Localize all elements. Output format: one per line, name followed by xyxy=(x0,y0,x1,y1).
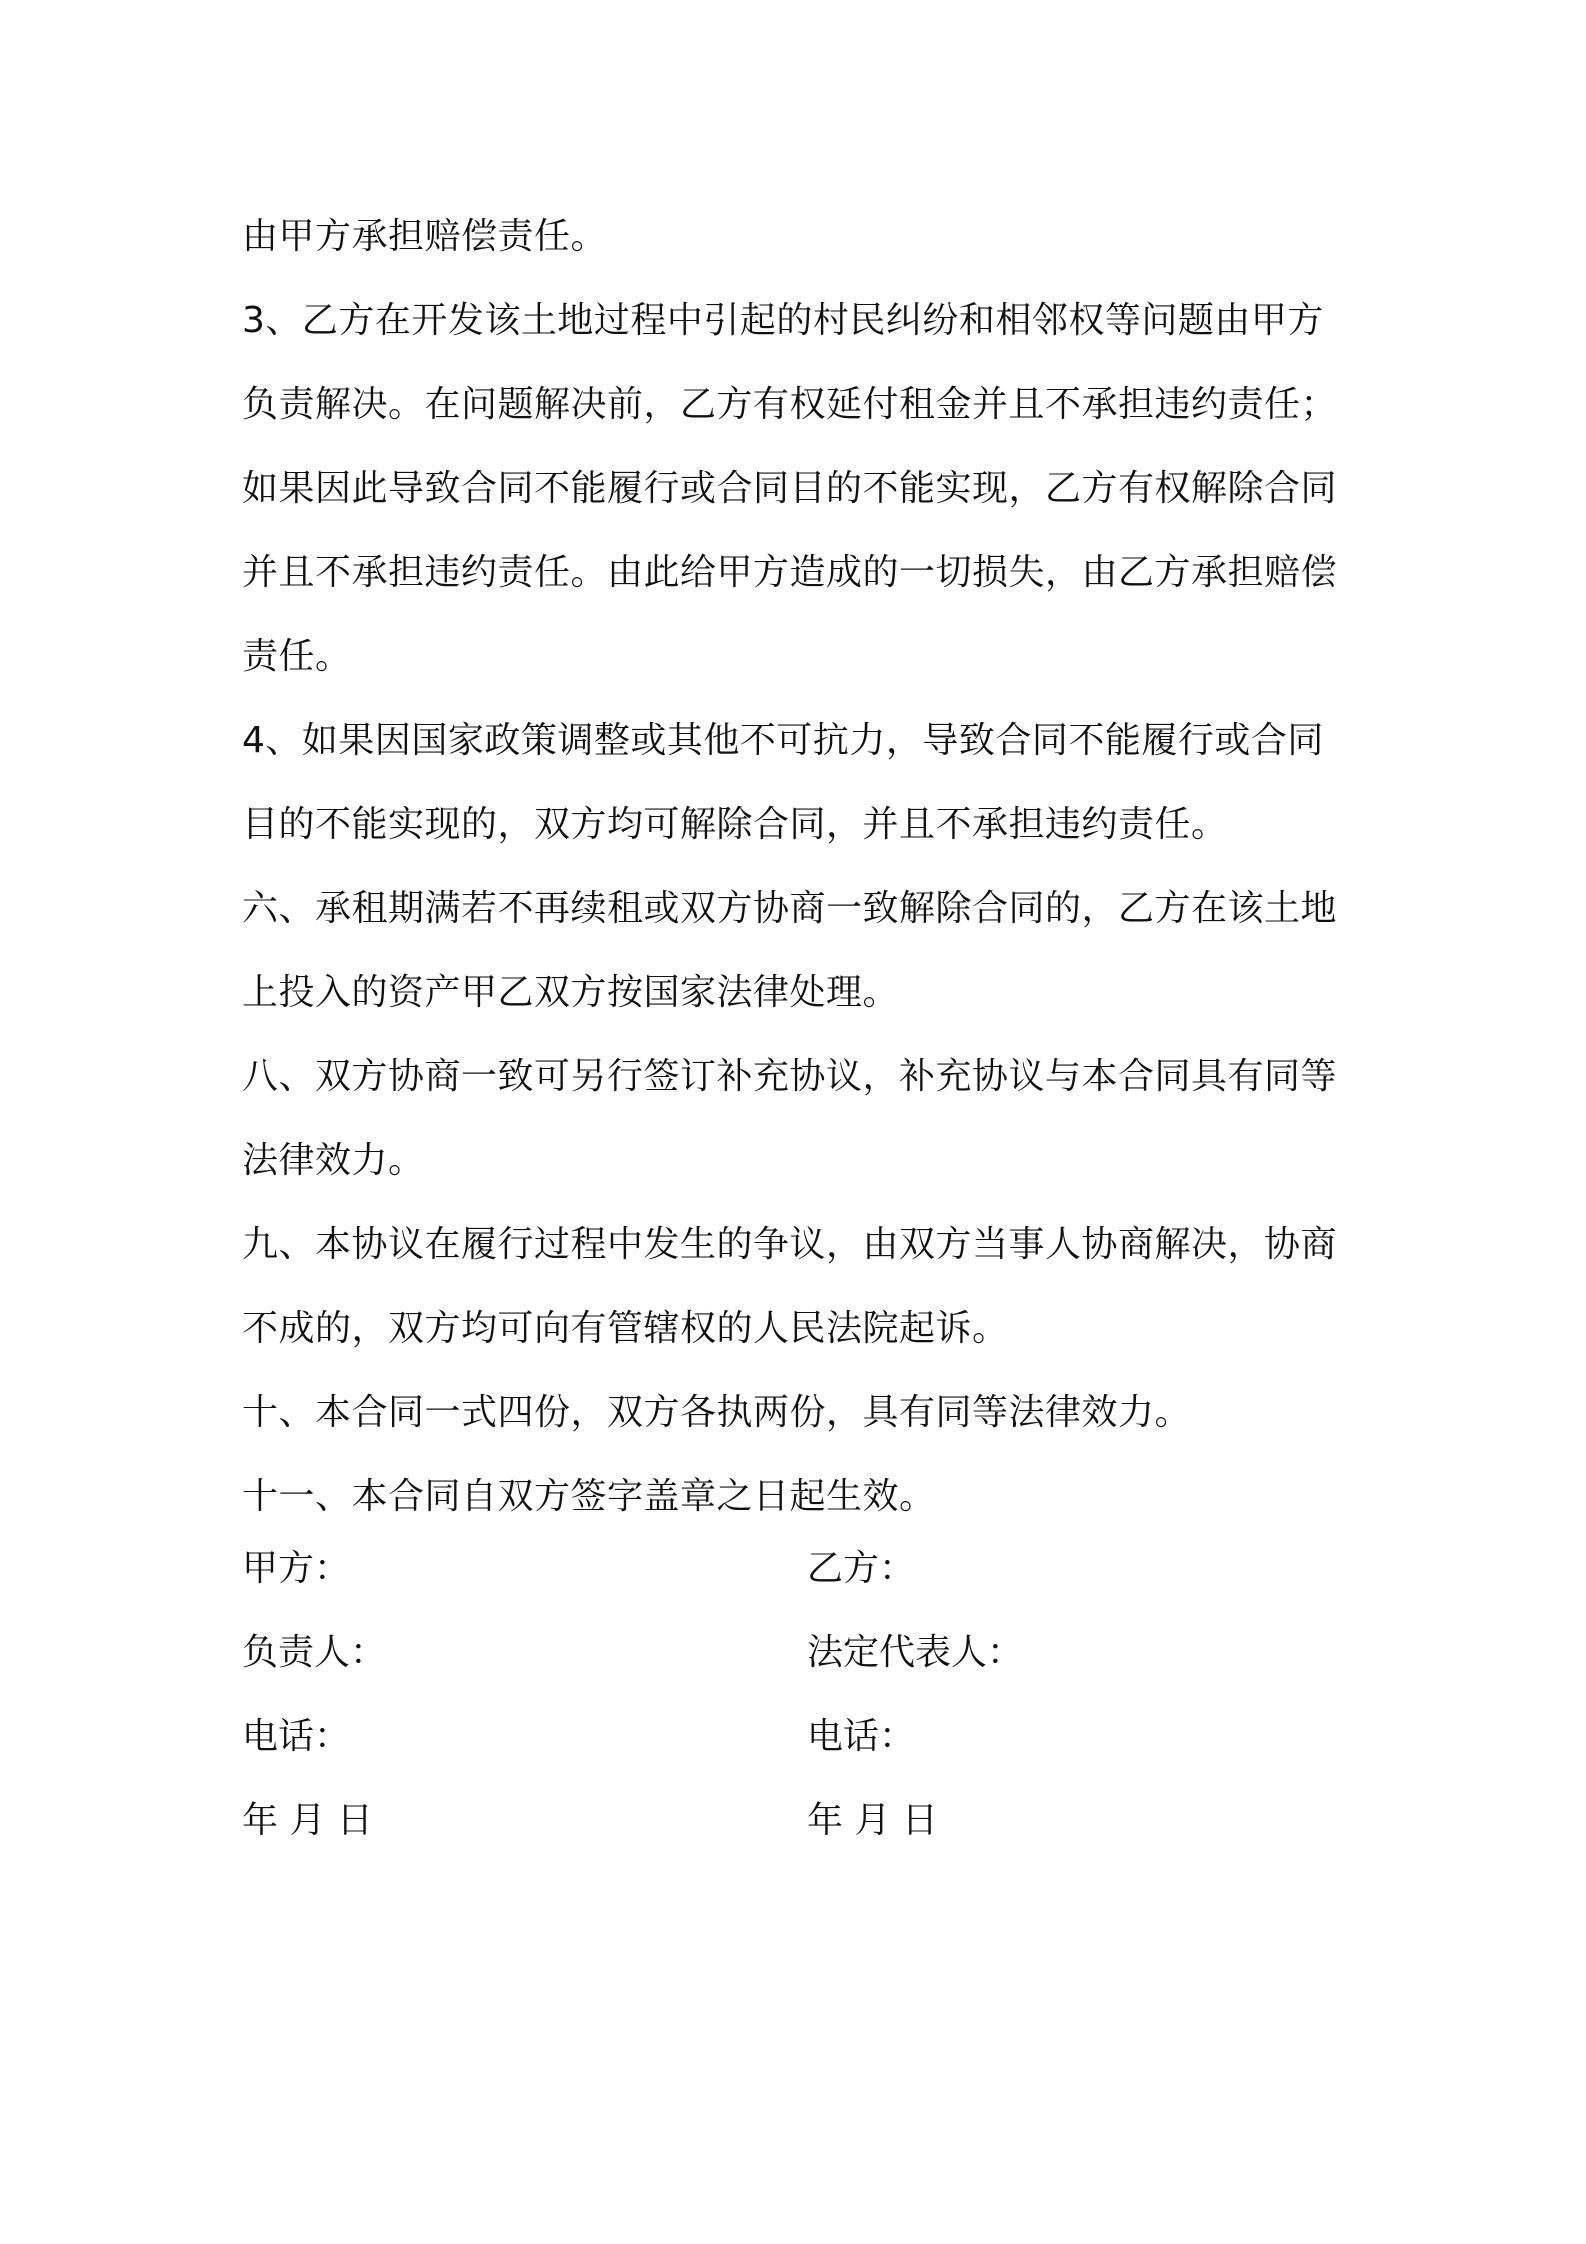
text-line: 八、双方协商一致可另行签订补充协议，补充协议与本合同具有同等 xyxy=(242,1056,1338,1097)
text-line: 由甲方承担赔偿责任。 xyxy=(242,216,608,257)
text-line: 法律效力。 xyxy=(242,1140,425,1181)
text-line: 六、承租期满若不再续租或双方协商一致解除合同的，乙方在该土地 xyxy=(242,888,1338,929)
party-a-date-label: 年 月 日 xyxy=(242,1800,373,1841)
party-b-person-label: 法定代表人： xyxy=(807,1632,1024,1673)
text-line: 十一、本合同自双方签字盖章之日起生效。 xyxy=(242,1476,936,1517)
text-line: 负责解决。在问题解决前，乙方有权延付租金并且不承担违约责任； xyxy=(242,384,1338,425)
text-line: 3、乙方在开发该土地过程中引起的村民纠纷和相邻权等问题由甲方 xyxy=(242,300,1324,341)
text-line: 目的不能实现的，双方均可解除合同，并且不承担违约责任。 xyxy=(242,804,1228,845)
text-line: 不成的，双方均可向有管辖权的人民法院起诉。 xyxy=(242,1308,1009,1349)
text-line: 十、本合同一式四份，双方各执两份，具有同等法律效力。 xyxy=(242,1392,1192,1433)
party-a-label: 甲方： xyxy=(242,1548,351,1589)
party-b-date-label: 年 月 日 xyxy=(807,1800,938,1841)
party-b-label: 乙方： xyxy=(807,1548,916,1589)
text-line: 并且不承担违约责任。由此给甲方造成的一切损失，由乙方承担赔偿 xyxy=(242,552,1338,593)
text-line: 九、本协议在履行过程中发生的争议，由双方当事人协商解决，协商 xyxy=(242,1224,1338,1265)
text-line: 如果因此导致合同不能履行或合同目的不能实现，乙方有权解除合同 xyxy=(242,468,1338,509)
contract-body xyxy=(242,195,1357,1539)
text-line: 上投入的资产甲乙双方按国家法律处理。 xyxy=(242,972,900,1013)
text-line: 4、如果因国家政策调整或其他不可抗力，导致合同不能履行或合同 xyxy=(242,720,1324,761)
party-a-person-label: 负责人： xyxy=(242,1632,387,1673)
party-b-phone-label: 电话： xyxy=(807,1716,916,1757)
text-line: 责任。 xyxy=(242,636,352,677)
signature-row-person xyxy=(242,1611,1357,1695)
signature-row-party xyxy=(242,1527,1357,1611)
party-a-phone-label: 电话： xyxy=(242,1716,351,1757)
signature-row-date xyxy=(242,1779,1357,1863)
signature-row-phone xyxy=(242,1695,1357,1779)
signature-block xyxy=(242,1527,1357,1863)
